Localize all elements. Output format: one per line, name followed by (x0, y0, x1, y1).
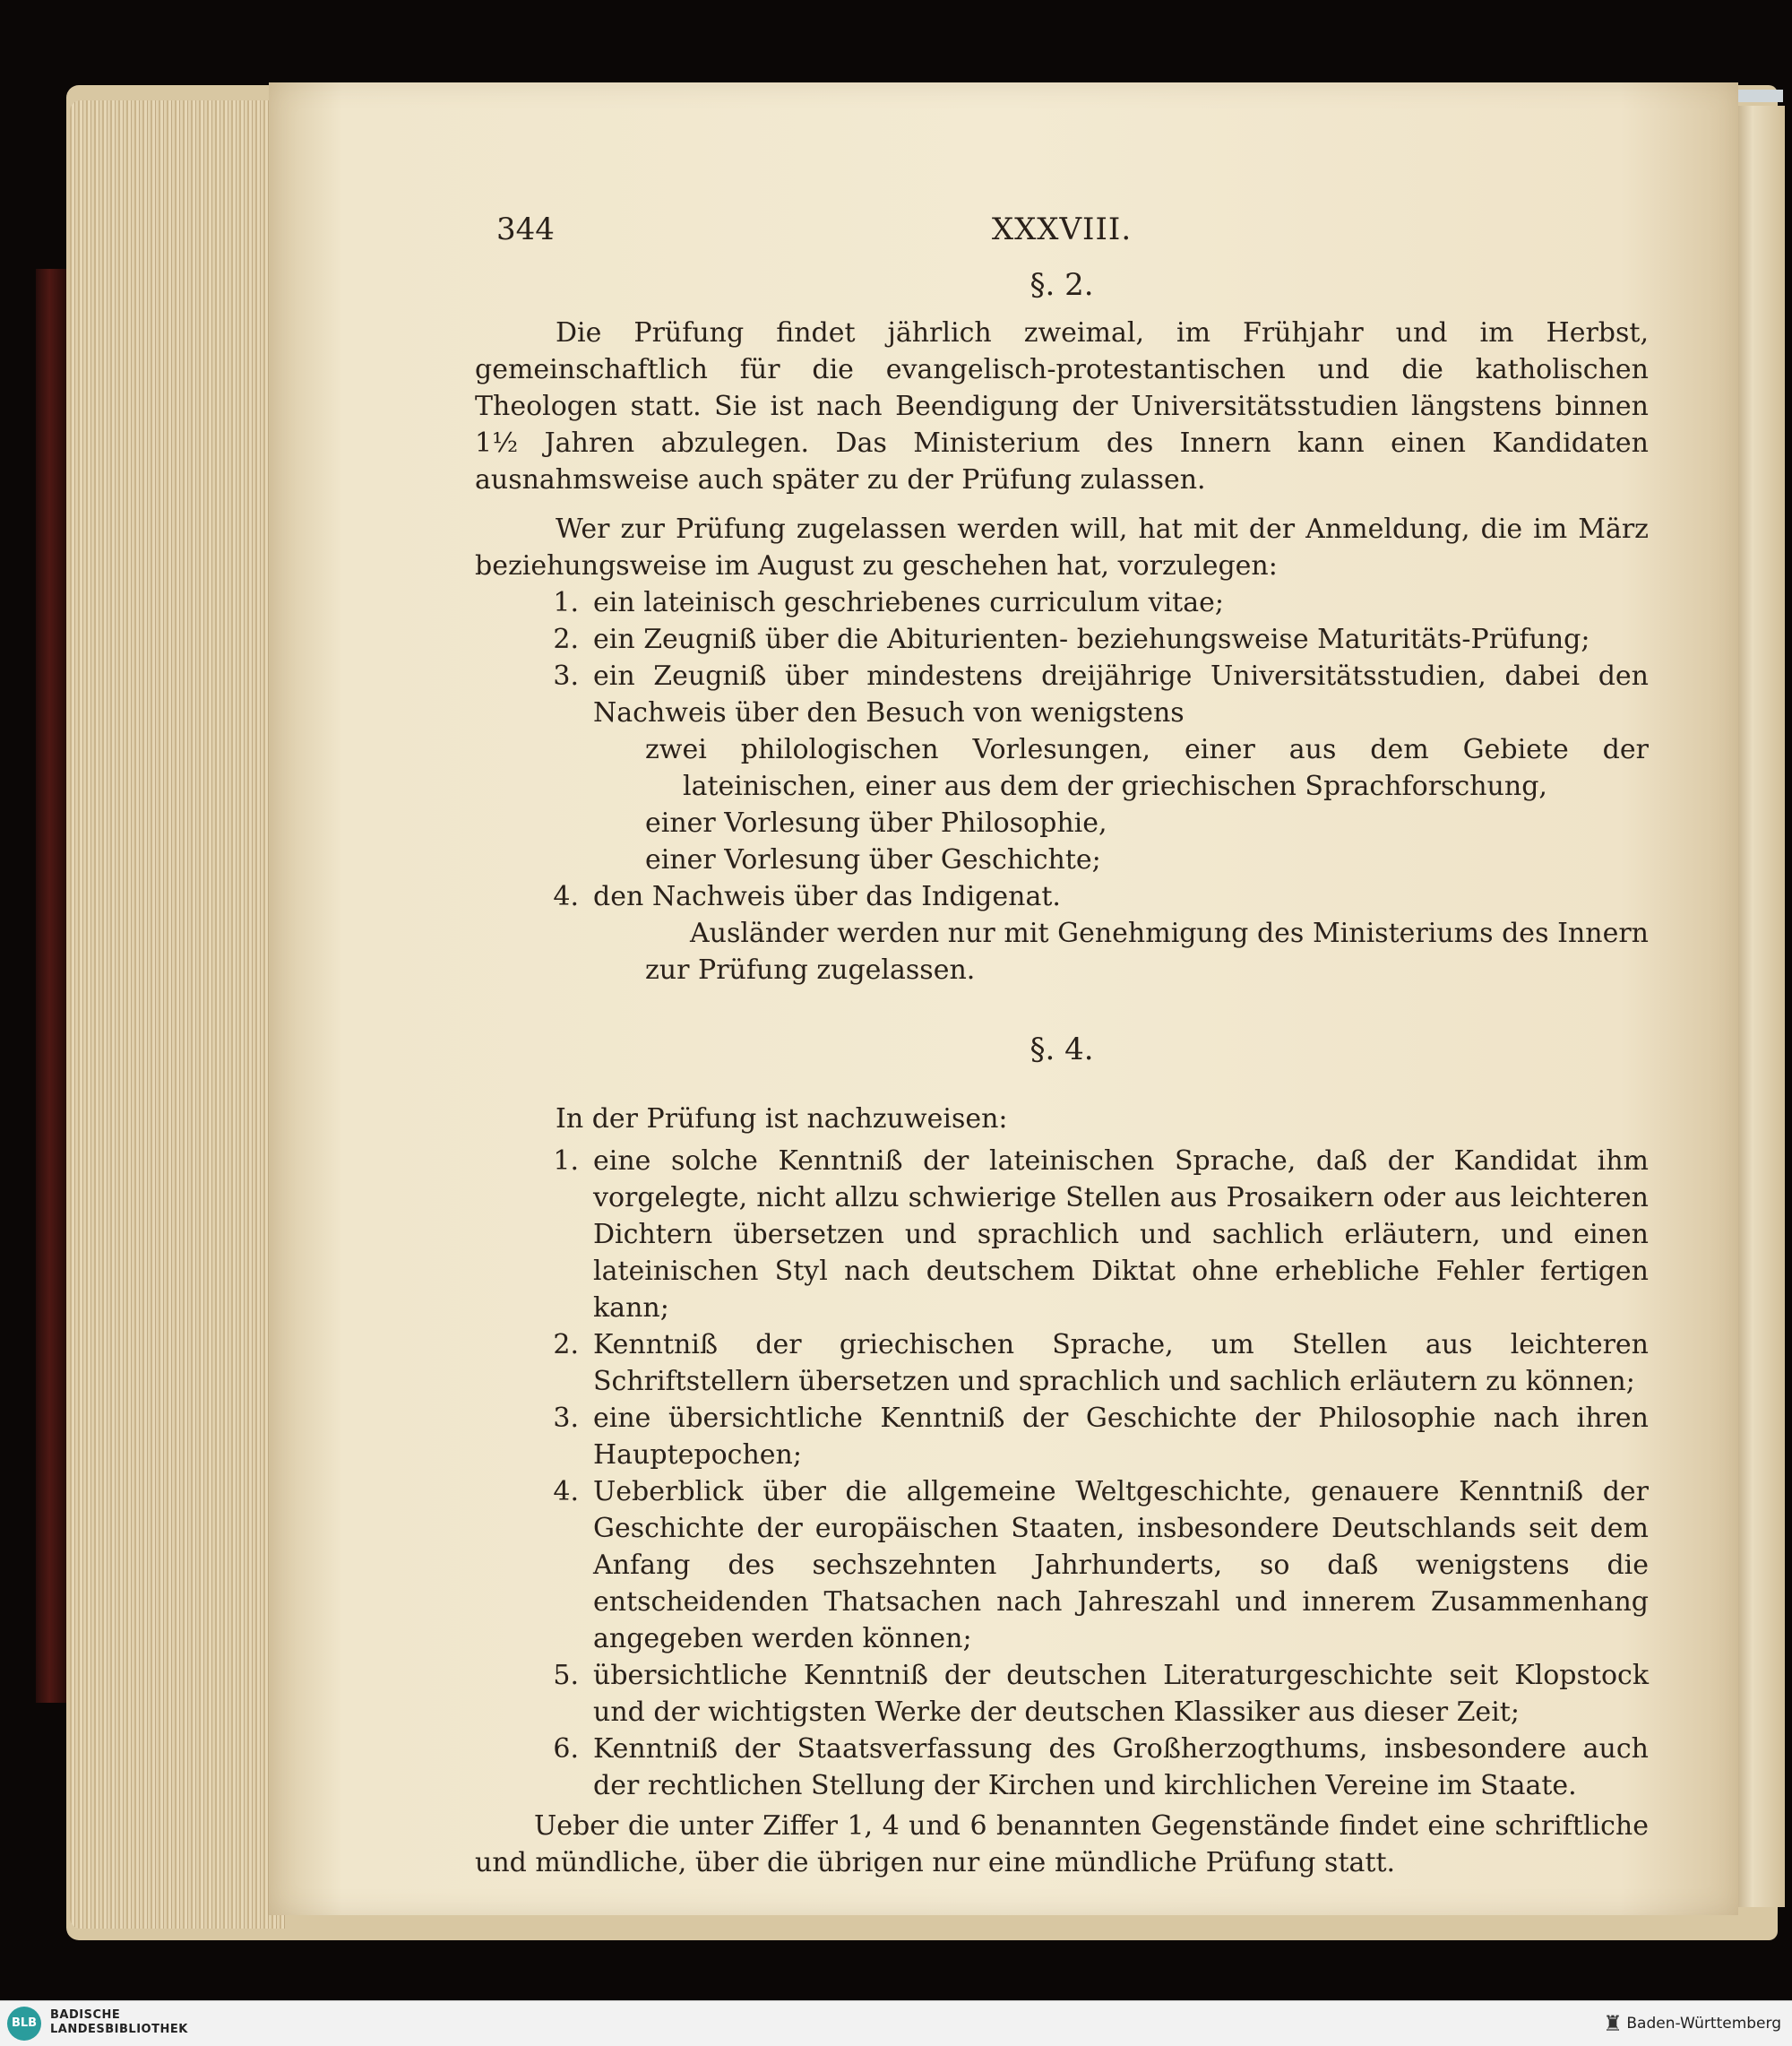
list-number: 6. (553, 1733, 579, 1765)
sub-item: zwei philologischen Vorlesungen, einer aus dem Gebiete der lateinischen, einer aus dem der griechischen Sprachforschung, (645, 734, 1649, 802)
list-number: 4. (553, 881, 579, 912)
list-text: ein Zeugniß über die Abiturienten- beziehungsweise Maturitäts-Prüfung; (593, 624, 1590, 655)
list-item (475, 1657, 1649, 1731)
list-item (475, 1326, 1649, 1400)
foreigners-note: Ausländer werden nur mit Genehmigung des Ministeriums des Innern zur Prüfung zugelassen. (645, 918, 1649, 986)
list-number: 1. (553, 1145, 579, 1177)
section-4-intro: In der Prüfung ist nachzuweisen: (556, 1103, 1008, 1135)
list-number: 5. (553, 1660, 579, 1691)
list-number: 3. (553, 660, 579, 692)
list-text: Kenntniß der Staatsverfassung des Großherzogthums, insbesondere auch der rechtlichen Stellung der Kirchen und kirchlichen Vereine im Staate. (593, 1733, 1649, 1801)
list-item (475, 658, 1649, 731)
list-item (475, 1400, 1649, 1473)
section-2-paragraph-2: Wer zur Prüfung zugelassen werden will, hat mit der Anmeldung, die im März beziehungsweise im August zu geschehen hat, vorzulegen: (475, 514, 1649, 582)
book-cover-edge (36, 269, 66, 1703)
page-number: 344 (496, 212, 555, 247)
list-item (475, 1473, 1649, 1657)
section-4-list (475, 1143, 1649, 1804)
section-2-title: §. 2. (1030, 267, 1094, 303)
chapter-number: XXXVIII. (991, 212, 1133, 247)
section-2-list (475, 584, 1649, 731)
list-item (475, 621, 1649, 658)
list-item (475, 1731, 1649, 1804)
list-item (475, 878, 1649, 915)
page-header (475, 206, 1649, 260)
section-4-title: §. 4. (1030, 1032, 1094, 1067)
blb-logo-icon[interactable]: BLB (7, 2007, 41, 2041)
page-text (475, 206, 1649, 1881)
list-number: 3. (553, 1403, 579, 1434)
list-item (475, 584, 1649, 621)
list-text: übersichtliche Kenntniß der deutschen Literaturgeschichte seit Klopstock und der wichtigsten Werke der deutschen Klassiker aus dieser Zeit; (593, 1660, 1649, 1728)
list-text: ein lateinisch geschriebenes curriculum vitae; (593, 587, 1224, 618)
list-text: eine solche Kenntniß der lateinischen Sprache, daß der Kandidat ihm vorgelegte, nicht allzu schwierige Stellen aus Prosaikern oder aus leichteren Dichtern übersetzen und sprachlich und sachlich erläutern, und einen lateinischen Styl nach deutschem Diktat ohne erhebliche Fehler fertigen kann; (593, 1145, 1649, 1324)
list-text: eine übersichtliche Kenntniß der Geschichte der Philosophie nach ihren Hauptepochen; (593, 1403, 1649, 1471)
sub-item: einer Vorlesung über Geschichte; (645, 844, 1101, 876)
page-stack (70, 100, 285, 1929)
viewer-footer (0, 2000, 1792, 2046)
list-text: ein Zeugniß über mindestens dreijährige Universitätsstudien, dabei den Nachweis über den Besuch von wenigstens (593, 660, 1649, 729)
state-logo-text[interactable]: Baden-Württemberg (1626, 2015, 1781, 2033)
list-number: 2. (553, 1329, 579, 1360)
list-text: Ueberblick über die allgemeine Weltgeschichte, genauere Kenntniß der Geschichte der europäischen Staaten, insbesondere Deutschlands seit dem Anfang des sechszehnten Jahrhunderts, so daß wenigstens die entscheidenden Thatsachen nach Jahreszahl und innerem Zusammenhang angegeben werden können; (593, 1476, 1649, 1654)
list-text: den Nachweis über das Indigenat. (593, 881, 1061, 912)
list-number: 1. (553, 587, 579, 618)
library-name[interactable] (50, 2008, 188, 2037)
list-text: Kenntniß der griechischen Sprache, um Stellen aus leichteren Schriftstellern übersetzen und sprachlich und sachlich erläutern zu können; (593, 1329, 1649, 1397)
list-number: 2. (553, 624, 579, 655)
list-item (475, 1143, 1649, 1326)
coat-of-arms-icon: ♜ (1603, 2011, 1623, 2036)
facing-page-edge (1731, 106, 1785, 1907)
library-name-line-2: LANDESBIBLIOTHEK (50, 2023, 188, 2036)
section-2-paragraph-1: Die Prüfung findet jährlich zweimal, im Frühjahr und im Herbst, gemeinschaftlich für die evangelisch-protestantischen und die katholischen Theologen statt. Sie ist nach Beendigung der Universitätsstudien längstens binnen 1½ Jahren abzulegen. Das Ministerium des Innern kann einen Kandidaten ausnahmsweise auch später zu der Prüfung zulassen. (475, 317, 1649, 496)
library-name-line-1: BADISCHE (50, 2008, 121, 2022)
closing-paragraph: Ueber die unter Ziffer 1, 4 und 6 benannten Gegenstände findet eine schriftliche und mündliche, über die übrigen nur eine mündliche Prüfung statt. (475, 1810, 1649, 1878)
list-number: 4. (553, 1476, 579, 1507)
sub-item: einer Vorlesung über Philosophie, (645, 807, 1107, 839)
